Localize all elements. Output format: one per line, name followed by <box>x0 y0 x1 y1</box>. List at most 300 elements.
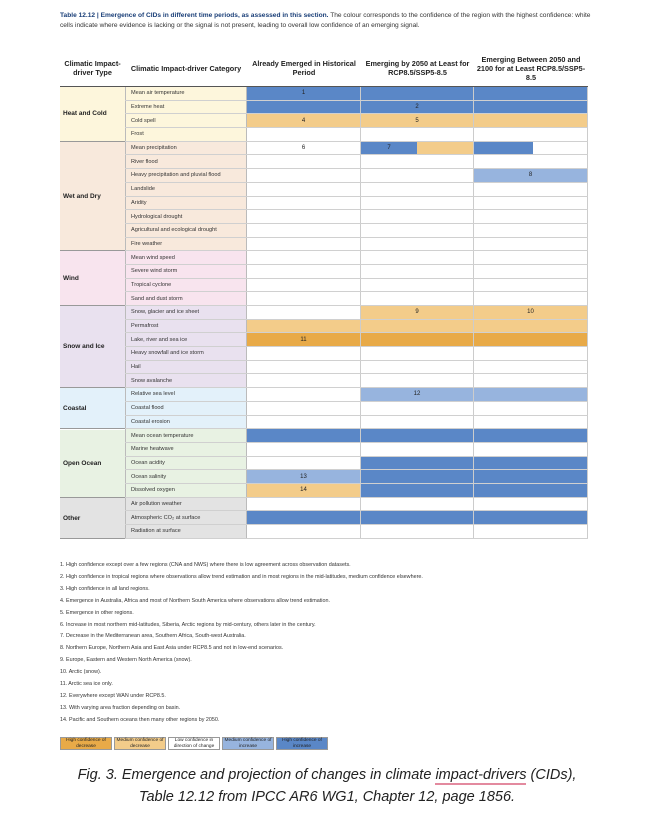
cell-2050 <box>361 210 474 223</box>
cell-2050 <box>361 292 474 305</box>
footnote-ref <box>474 498 587 511</box>
cell-2050 <box>361 457 474 470</box>
cell-2050 <box>361 484 474 497</box>
cell-2100 <box>474 279 588 292</box>
cell-2050 <box>361 114 474 127</box>
cell-2100 <box>474 101 588 114</box>
group-label: Open Ocean <box>60 430 125 499</box>
footnote-item: 11. Arctic sea ice only. <box>60 681 113 688</box>
cell-2100-fill <box>474 251 587 264</box>
category-label: Hydrological drought <box>125 210 247 223</box>
cell-2050 <box>361 87 474 100</box>
footnote-ref <box>247 416 360 429</box>
figure-caption-line-1 <box>0 764 654 786</box>
cell-2050 <box>361 333 474 346</box>
cell-2100-fill <box>474 155 587 168</box>
table-row <box>60 347 588 361</box>
footnote-ref <box>474 374 587 387</box>
cell-historical <box>247 292 361 305</box>
cell-2100-fill <box>474 197 587 210</box>
footnote-ref <box>474 183 587 196</box>
cell-historical <box>247 155 361 168</box>
footnote-ref: 12 <box>413 391 421 398</box>
cell-2100-fill <box>474 169 587 182</box>
table-row <box>60 525 588 539</box>
cell-historical <box>247 251 361 264</box>
footnote-ref <box>361 265 473 278</box>
footnote-ref <box>361 484 473 497</box>
footnote-ref <box>474 470 587 483</box>
cell-2100-fill <box>474 279 587 292</box>
footnote-ref: 4 <box>301 117 306 124</box>
table-row <box>60 279 588 293</box>
cell-2050 <box>361 511 474 524</box>
table-row <box>60 142 588 156</box>
cell-2100 <box>474 470 588 483</box>
cell-2050 <box>361 374 474 387</box>
table-caption-text: The colour corresponds to the confidence of the region with the highest confidence: white cells indicate where evidence is lacking or the signal is not present, leading to overall low confidence of an emerging signal. <box>60 12 591 29</box>
footnote-ref <box>247 361 360 374</box>
footnote-ref <box>474 197 587 210</box>
header-already-emerged: Already Emerged in Historical Period <box>252 59 356 77</box>
header-cid-type: Climatic Impact-driver Type <box>64 59 121 77</box>
cell-2050 <box>361 183 474 196</box>
category-label: Coastal erosion <box>125 416 247 429</box>
cell-2100-fill <box>474 87 587 100</box>
cell-historical <box>247 361 361 374</box>
category-label: Aridity <box>125 197 247 210</box>
table-row <box>60 429 588 443</box>
footnote-ref <box>361 470 473 483</box>
cell-historical <box>247 484 361 497</box>
group-label: Wet and Dry <box>60 142 125 252</box>
cell-2100-fill <box>474 374 587 387</box>
cell-2100-fill <box>474 347 587 360</box>
table-body <box>60 87 588 539</box>
cell-2100 <box>474 87 588 100</box>
footnote-ref: 9 <box>415 309 419 316</box>
footnote-ref <box>247 306 360 319</box>
cell-2100 <box>474 443 588 456</box>
footnote-ref <box>361 361 473 374</box>
category-label: Extreme heat <box>125 101 247 114</box>
category-label: Mean wind speed <box>125 251 247 264</box>
cell-2100 <box>474 142 588 155</box>
footnote-item: 8. Northern Europe, Northern Asia and East Asia under RCP8.5 and not in low-end scenarios. <box>60 645 284 652</box>
cell-historical <box>247 402 361 415</box>
footnote-ref <box>247 210 360 223</box>
table-row <box>60 470 588 484</box>
table-row <box>60 443 588 457</box>
footnote-ref <box>247 169 360 182</box>
table-row <box>60 101 588 115</box>
footnote-ref <box>474 443 587 456</box>
footnote-ref <box>361 87 473 100</box>
cell-historical <box>247 114 361 127</box>
cell-2100-fill <box>474 183 587 196</box>
table-row <box>60 361 588 375</box>
cell-2100 <box>474 128 588 141</box>
category-label: Ocean salinity <box>125 470 247 483</box>
footnote-ref <box>247 374 360 387</box>
table-row <box>60 320 588 334</box>
header-emerging-2050: Emerging by 2050 at Least for RCP8.5/SSP5-8.5 <box>365 59 470 77</box>
cell-2100 <box>474 511 588 524</box>
footnote-ref <box>361 183 473 196</box>
footnote-ref <box>474 457 587 470</box>
footnote-ref <box>361 402 473 415</box>
cell-2100-fill <box>474 114 587 127</box>
cell-historical <box>247 142 361 155</box>
cell-2050 <box>361 155 474 168</box>
cell-2050 <box>361 347 474 360</box>
cell-2050 <box>361 142 474 155</box>
table-row <box>60 374 588 388</box>
footnote-ref <box>361 128 473 141</box>
cell-historical <box>247 388 361 401</box>
footnote-ref <box>247 347 360 360</box>
cell-2100 <box>474 484 588 497</box>
footnote-ref <box>247 265 360 278</box>
cell-2050 <box>361 470 474 483</box>
cell-2100 <box>474 114 588 127</box>
footnote-ref <box>361 374 473 387</box>
footnote-ref <box>361 443 473 456</box>
cell-2100 <box>474 292 588 305</box>
category-label: Dissolved oxygen <box>125 484 247 497</box>
cell-2100-fill <box>474 457 587 470</box>
footnote-ref <box>361 498 473 511</box>
footnote-ref <box>247 292 360 305</box>
category-label: Agricultural and ecological drought <box>125 224 247 237</box>
category-label: Heavy snowfall and ice storm <box>125 347 247 360</box>
group-label: Heat and Cold <box>60 87 125 142</box>
footnote-ref <box>474 142 533 155</box>
cell-2100-fill <box>474 402 587 415</box>
footnote-ref: 5 <box>415 117 419 124</box>
footnote-item: 7. Decrease in the Mediterranean area, Southern Africa, South-west Australia. <box>60 633 246 640</box>
footnote-ref <box>361 429 473 442</box>
cell-historical <box>247 498 361 511</box>
cell-2100-fill <box>474 429 587 442</box>
cell-2050 <box>361 224 474 237</box>
cell-historical <box>247 306 361 319</box>
footnote-ref <box>247 224 360 237</box>
cell-2050 <box>361 279 474 292</box>
cell-2100-fill <box>474 333 587 346</box>
category-label: Mean ocean temperature <box>125 429 247 442</box>
cell-historical <box>247 347 361 360</box>
footnote-ref <box>474 128 587 141</box>
footnote-ref <box>361 525 473 538</box>
footnote-ref <box>474 292 587 305</box>
category-label: Mean air temperature <box>125 87 247 100</box>
cell-2100 <box>474 197 588 210</box>
legend-swatch: Low confidence in direction of change <box>168 737 220 750</box>
table-row <box>60 224 588 238</box>
footnote-item: 5. Emergence in other regions. <box>60 609 134 616</box>
header-emerging-2050-2100: Emerging Between 2050 and 2100 for at Least RCP8.5/SSP5-8.5 <box>476 54 586 82</box>
cell-2100-fill <box>474 210 587 223</box>
table-row <box>60 197 588 211</box>
footnote-ref <box>361 416 473 429</box>
footnote-ref <box>247 238 360 251</box>
figure-caption <box>0 764 654 808</box>
category-label: Severe wind storm <box>125 265 247 278</box>
cell-historical <box>247 525 361 538</box>
table-row <box>60 416 588 430</box>
table-row <box>60 155 588 169</box>
figure-caption-underlined: impact-drivers <box>435 767 527 783</box>
footnote-ref <box>247 279 360 292</box>
cell-historical <box>247 224 361 237</box>
cell-2100 <box>474 429 588 442</box>
footnote-ref: 2 <box>415 104 419 111</box>
cell-historical <box>247 265 361 278</box>
table-caption <box>60 11 600 30</box>
table-row <box>60 484 588 498</box>
group-label: Coastal <box>60 388 125 429</box>
table-row <box>60 265 588 279</box>
table-row <box>60 511 588 525</box>
footnote-ref <box>247 525 360 538</box>
category-label: River flood <box>125 155 247 168</box>
cell-2100-fill <box>474 265 587 278</box>
cell-2100 <box>474 251 588 264</box>
cell-historical <box>247 87 361 100</box>
footnote-ref <box>361 511 473 524</box>
cell-2100-fill <box>474 416 587 429</box>
footnote-ref <box>247 183 360 196</box>
cell-2050 <box>361 402 474 415</box>
cell-historical <box>247 210 361 223</box>
cell-historical <box>247 101 361 114</box>
cell-2100-fill <box>474 388 587 401</box>
cell-historical <box>247 429 361 442</box>
cell-2100-fill <box>474 511 587 524</box>
cell-2100 <box>474 169 588 182</box>
footnote-ref <box>247 128 360 141</box>
cell-2050 <box>361 128 474 141</box>
footnote-ref <box>474 525 587 538</box>
footnote-ref <box>474 279 587 292</box>
cid-emergence-table <box>60 50 588 539</box>
cell-2050 <box>361 443 474 456</box>
footnote-ref <box>247 197 360 210</box>
category-label: Landslide <box>125 183 247 196</box>
cell-2050 <box>361 388 474 401</box>
footnote-ref <box>474 224 587 237</box>
group-label: Wind <box>60 251 125 306</box>
footnote-item: 13. With varying area fraction depending on basin. <box>60 704 181 711</box>
category-label: Ocean acidity <box>125 457 247 470</box>
table-row <box>60 457 588 471</box>
footnote-ref <box>474 347 587 360</box>
cell-2050 <box>361 361 474 374</box>
footnote-ref <box>474 265 587 278</box>
category-label: Air pollution weather <box>125 498 247 511</box>
cell-2100-fill <box>474 224 587 237</box>
cell-2050 <box>361 197 474 210</box>
cell-2100 <box>474 238 588 251</box>
cell-2100 <box>474 388 588 401</box>
footnote-ref <box>361 169 473 182</box>
cell-2100-fill <box>474 498 587 511</box>
footnote-ref <box>474 101 587 114</box>
footnote-ref: 8 <box>528 172 533 179</box>
footnote-ref <box>361 320 473 333</box>
cell-historical <box>247 457 361 470</box>
group-label: Other <box>60 498 125 539</box>
category-label: Permafrost <box>125 320 247 333</box>
footnote-ref <box>247 155 360 168</box>
category-label: Fire weather <box>125 238 247 251</box>
cell-2100 <box>474 498 588 511</box>
category-label: Tropical cyclone <box>125 279 247 292</box>
footnote-ref <box>247 511 360 524</box>
cell-2100 <box>474 416 588 429</box>
category-label: Mean precipitation <box>125 142 247 155</box>
category-label: Sand and dust storm <box>125 292 247 305</box>
footnote-item: 2. High confidence in tropical regions where observations allow trend estimation and in most regions in the mid-latitudes, medium confidence elsewhere. <box>60 573 423 580</box>
table-row <box>60 402 588 416</box>
cell-2100 <box>474 210 588 223</box>
cell-2100-fill <box>474 306 587 319</box>
cell-2100-fill <box>474 525 587 538</box>
legend-swatch: High confidence of decrease <box>60 737 112 750</box>
category-label: Atmospheric CO₂ at surface <box>125 511 247 524</box>
footnote-ref <box>247 320 360 333</box>
cell-historical <box>247 416 361 429</box>
category-label: Hail <box>125 361 247 374</box>
cell-historical <box>247 374 361 387</box>
cell-2100 <box>474 525 588 538</box>
footnote-ref <box>474 238 587 251</box>
cell-2050-increase <box>361 142 417 155</box>
cell-historical <box>247 320 361 333</box>
category-label: Heavy precipitation and pluvial flood <box>125 169 247 182</box>
footnote-ref <box>474 429 587 442</box>
footnote-ref <box>474 388 587 401</box>
cell-2100 <box>474 224 588 237</box>
footnote-ref <box>474 251 587 264</box>
legend-swatch: Medium confidence of increase <box>222 737 274 750</box>
cell-2050 <box>361 251 474 264</box>
cell-historical <box>247 128 361 141</box>
category-label: Marine heatwave <box>125 443 247 456</box>
cell-2100-fill <box>474 292 587 305</box>
footnote-ref <box>361 292 473 305</box>
legend-swatch: High confidence of increase <box>276 737 328 750</box>
table-row <box>60 238 588 252</box>
table-row <box>60 169 588 183</box>
figure-caption-line-2: Table 12.12 from IPCC AR6 WG1, Chapter 12, page 1856. <box>138 789 516 805</box>
footnote-ref <box>247 498 360 511</box>
footnote-item: 6. Increase in most northern mid-latitudes, Siberia, Arctic regions by mid-century, others later in the century. <box>60 621 316 628</box>
table-row <box>60 114 588 128</box>
cell-2100 <box>474 374 588 387</box>
cell-2100-fill <box>474 142 533 155</box>
table-caption-label: Table 12.12 | Emergence of CIDs in different time periods, as assessed in this section. <box>60 12 329 19</box>
cell-2050 <box>361 169 474 182</box>
footnote-ref <box>361 347 473 360</box>
footnote-ref <box>247 251 360 264</box>
category-label: Radiation at surface <box>125 525 247 538</box>
category-label: Snow, glacier and ice sheet <box>125 306 247 319</box>
footnote-item: 14. Pacific and Southern oceans then many other regions by 2050. <box>60 716 220 723</box>
footnote-ref: 6 <box>301 145 306 152</box>
footnote-ref <box>361 238 473 251</box>
category-label: Lake, river and sea ice <box>125 333 247 346</box>
cell-2100 <box>474 347 588 360</box>
footnote-ref <box>474 210 587 223</box>
cell-2050 <box>361 416 474 429</box>
footnote-ref <box>361 210 473 223</box>
footnote-ref <box>474 402 587 415</box>
cell-2100 <box>474 265 588 278</box>
cell-2100 <box>474 155 588 168</box>
cell-2050 <box>361 429 474 442</box>
cell-2100-fill <box>474 128 587 141</box>
footnote-ref <box>361 197 473 210</box>
table-header <box>60 50 588 87</box>
confidence-legend <box>60 737 328 750</box>
cell-historical <box>247 511 361 524</box>
cell-2050 <box>361 101 474 114</box>
cell-2100 <box>474 402 588 415</box>
cell-2100 <box>474 306 588 319</box>
footnote-ref <box>247 429 360 442</box>
cell-2100 <box>474 361 588 374</box>
cell-historical <box>247 238 361 251</box>
footnote-ref <box>361 279 473 292</box>
footnote-item: 3. High confidence in all land regions. <box>60 585 150 592</box>
cell-2050 <box>361 320 474 333</box>
footnote-ref: 1 <box>301 90 306 97</box>
footnote-ref: 13 <box>300 473 307 480</box>
cell-historical <box>247 443 361 456</box>
cell-2100 <box>474 457 588 470</box>
cell-2050 <box>361 498 474 511</box>
figure-caption-pre: Fig. 3. Emergence and projection of changes in climate <box>77 767 436 783</box>
table-row <box>60 87 588 101</box>
header-cid-category: Climatic Impact-driver Category <box>130 63 242 73</box>
cell-2100-fill <box>474 361 587 374</box>
category-label: Relative sea level <box>125 388 247 401</box>
footnote-ref <box>474 511 587 524</box>
footnote-ref <box>361 333 473 346</box>
footnote-ref <box>474 155 587 168</box>
cell-historical <box>247 183 361 196</box>
category-label: Coastal flood <box>125 402 247 415</box>
footnote-ref-6: 7 <box>387 145 391 152</box>
footnote-item: 12. Everywhere except WAN under RCP8.5. <box>60 692 166 699</box>
cell-2050 <box>361 306 474 319</box>
category-label: Snow avalanche <box>125 374 247 387</box>
footnote-item: 9. Europe, Eastern and Western North America (snow). <box>60 657 192 664</box>
cell-2100-fill <box>474 484 587 497</box>
cell-2100-fill <box>474 101 587 114</box>
cell-2050 <box>361 525 474 538</box>
footnote-ref <box>247 457 360 470</box>
cell-2100-fill <box>474 443 587 456</box>
cell-2100-fill <box>474 238 587 251</box>
table-row <box>60 498 588 512</box>
footnote-ref-7 <box>417 142 473 155</box>
footnote-ref <box>361 155 473 168</box>
cell-historical <box>247 169 361 182</box>
footnote-ref <box>247 101 360 114</box>
